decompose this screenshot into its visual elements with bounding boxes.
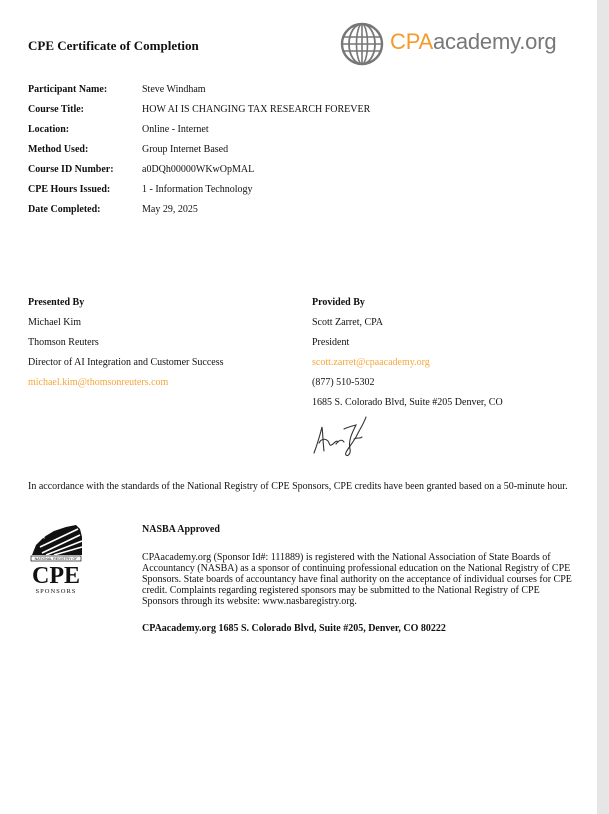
svg-text:CPE: CPE <box>32 563 80 589</box>
detail-label: Participant Name: <box>28 84 108 95</box>
provider-name: Scott Zarret, CPA <box>312 317 384 328</box>
svg-text:NATIONAL REGISTRY OF: NATIONAL REGISTRY OF <box>34 557 78 561</box>
presenter-name: Michael Kim <box>28 317 82 328</box>
provided-by-section <box>312 297 503 417</box>
signature <box>312 413 370 459</box>
svg-text:SPONSORS: SPONSORS <box>35 588 77 595</box>
certificate-title: CPE Certificate of Completion <box>28 38 199 53</box>
certificate-details <box>28 84 478 224</box>
detail-value: HOW AI IS CHANGING TAX RESEARCH FOREVER <box>142 104 371 115</box>
presented-by-section <box>28 297 224 397</box>
detail-label: Course Title: <box>28 104 85 115</box>
provider-phone: (877) 510-5302 <box>312 377 375 388</box>
detail-row-course-id <box>28 164 478 184</box>
detail-row-course-title <box>28 104 478 124</box>
detail-row-date <box>28 204 478 224</box>
detail-value: 1 - Information Technology <box>142 184 253 195</box>
cpaacademy-logo <box>340 22 580 66</box>
detail-row-location <box>28 124 478 144</box>
detail-label: Course ID Number: <box>28 164 114 175</box>
detail-row-cpe-hours <box>28 184 478 204</box>
globe-icon <box>340 22 384 66</box>
nasba-sponsor-address: CPAacademy.org 1685 S. Colorado Blvd, Suite #205, Denver, CO 80222 <box>142 623 446 634</box>
presenter-email-link[interactable]: michael.kim@thomsonreuters.com <box>28 377 169 388</box>
provider-email-link[interactable]: scott.zarret@cpaacademy.org <box>312 357 430 368</box>
provider-address: 1685 S. Colorado Blvd, Suite #205 Denver, CO <box>312 397 503 408</box>
logo-academy-text: academy.org <box>433 29 557 54</box>
detail-row-participant <box>28 84 478 104</box>
presenter-company: Thomson Reuters <box>28 337 99 348</box>
detail-value: Steve Windham <box>142 84 206 95</box>
detail-label: Location: <box>28 124 70 135</box>
detail-label: CPE Hours Issued: <box>28 184 111 195</box>
provider-role: President <box>312 337 350 348</box>
detail-value: Online - Internet <box>142 124 209 135</box>
nasba-approved-title: NASBA Approved <box>142 524 220 535</box>
provided-by-heading: Provided By <box>312 297 365 308</box>
detail-value: Group Internet Based <box>142 144 229 155</box>
detail-label: Date Completed: <box>28 204 101 215</box>
detail-row-method <box>28 144 478 164</box>
presented-by-heading: Presented By <box>28 297 85 308</box>
logo-wordmark <box>390 29 556 55</box>
nasba-statement: CPAacademy.org (Sponsor Id#: 111889) is registered with the National Association of State Boards of Accountancy (NASBA) as a sponsor of continuing professional education on the National Registry of CPE Sponsors. State boards of accountancy have final authority on the acceptance of individual courses for CPE credit. Complaints regarding registered sponsors may be submitted to the National Registry of CPE Sponsors through its website: www.nasbaregistry.org. <box>142 552 572 607</box>
standards-statement: In accordance with the standards of the National Registry of CPE Sponsors, CPE credits have been granted based on a 50-minute hour. <box>28 481 568 492</box>
detail-label: Method Used: <box>28 144 89 155</box>
detail-value: a0DQh00000WKwOpMAL <box>142 164 255 175</box>
detail-value: May 29, 2025 <box>142 204 198 215</box>
cpe-sponsors-logo <box>28 523 84 595</box>
presenter-role: Director of AI Integration and Customer Success <box>28 357 224 368</box>
svg-text:★: ★ <box>40 534 47 541</box>
logo-cpa-text: CPA <box>390 29 434 54</box>
